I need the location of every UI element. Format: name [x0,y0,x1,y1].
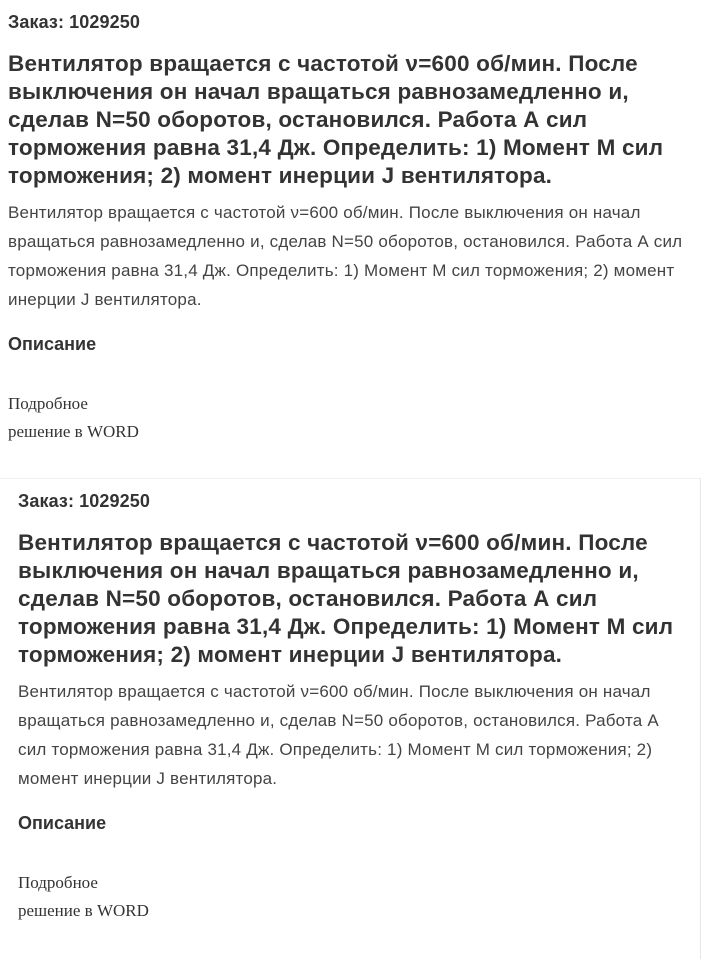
solution-note [8,390,687,446]
solution-note-line1: Подробное [18,873,98,892]
solution-note-line1: Подробное [8,394,88,413]
problem-title: Вентилятор вращается с частотой ν=600 об/мин. После выключения он начал вращаться равнозамедленно и, сделав N=50 оборотов, остановился. Работа А сил торможения равна 31,4 Дж. Определить: 1) Момент М сил торможения; 2) момент инерции J вентилятора. [18,530,674,667]
problem-title: Вентилятор вращается с частотой ν=600 об/мин. После выключения он начал вращаться равнозамедленно и, сделав N=50 оборотов, остановился. Работа А сил торможения равна 31,4 Дж. Определить: 1) Момент М сил торможения; 2) момент инерции J вентилятора. [8,51,664,188]
description-heading: Описание [8,334,97,354]
problem-text: Вентилятор вращается с частотой ν=600 об/мин. После выключения он начал вращаться равнозамедленно и, сделав N=50 оборотов, остановился. Работа А сил торможения равна 31,4 Дж. Определить: 1) Момент М сил торможения; 2) момент инерции J вентилятора. [8,203,683,309]
solution-note-line2: решение в WORD [18,901,149,920]
problem-text: Вентилятор вращается с частотой ν=600 об/мин. После выключения он начал вращаться равнозамедленно и, сделав N=50 оборотов, остановился. Работа А сил торможения равна 31,4 Дж. Определить: 1) Момент М сил торможения; 2) момент инерции J вентилятора. [18,682,659,788]
order-number: Заказ: 1029250 [8,12,140,32]
solution-note [18,869,686,925]
solution-note-line2: решение в WORD [8,422,139,441]
order-number: Заказ: 1029250 [18,491,150,511]
order-block-primary [0,0,701,478]
order-block-duplicate [0,478,701,959]
description-heading: Описание [18,813,107,833]
